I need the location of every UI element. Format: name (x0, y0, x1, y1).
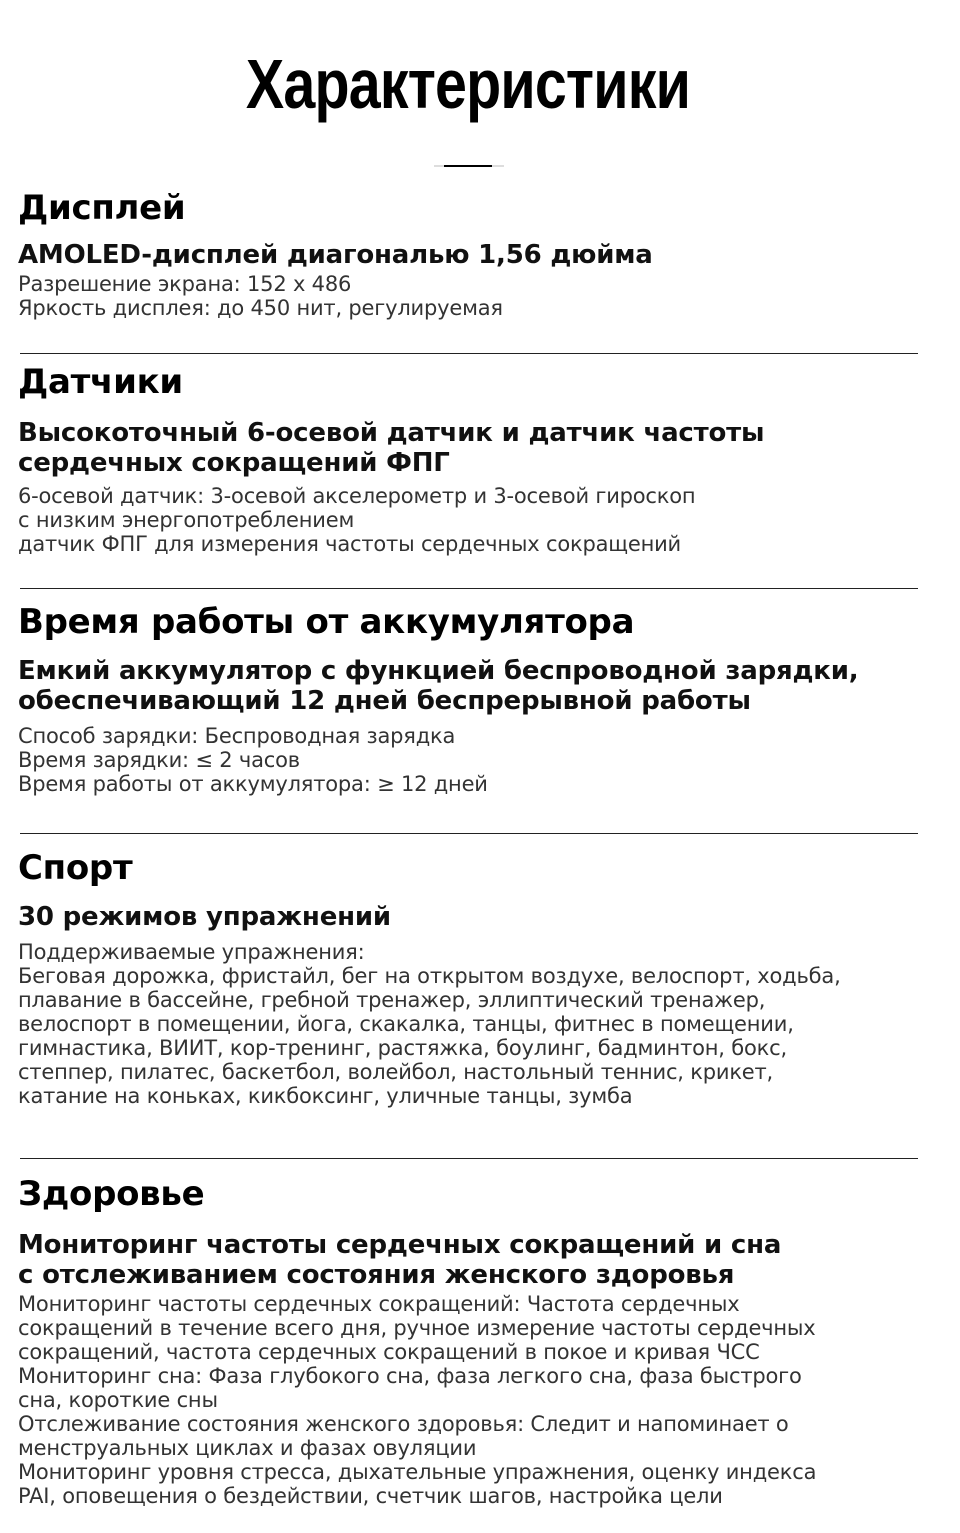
body-line: сна, короткие сны (18, 1388, 218, 1412)
section-battery (18, 602, 918, 796)
body-line: сокращений в течение всего дня, ручное измерение частоты сердечных (18, 1316, 816, 1340)
section-divider (20, 1158, 918, 1159)
body-line: Отслеживание состояния женского здоровья: Следит и напоминает о (18, 1412, 789, 1436)
page-title: Характеристики (245, 45, 691, 123)
section-body (18, 940, 918, 1108)
body-line: велоспорт в помещении, йога, скакалка, танцы, фитнес в помещении, (18, 1012, 794, 1036)
section-body (18, 724, 918, 796)
section-subtitle (18, 418, 918, 478)
subtitle-line: обеспечивающий 12 дней беспрерывной работы (18, 686, 751, 716)
subtitle-line: AMOLED-дисплей диагональю 1,56 дюйма (18, 240, 653, 270)
body-line: Поддерживаемые упражнения: (18, 940, 365, 964)
body-line: менструальных циклах и фазах овуляции (18, 1436, 477, 1460)
body-line: 6-осевой датчик: 3-осевой акселерометр и 3-осевой гироскоп (18, 484, 696, 508)
section-heading: Спорт (18, 848, 133, 888)
subtitle-line: Высокоточный 6-осевой датчик и датчик частоты (18, 418, 765, 448)
section-body (18, 1292, 918, 1508)
section-divider (20, 588, 918, 589)
body-line: Время зарядки: ≤ 2 часов (18, 748, 300, 772)
body-line: Мониторинг сна: Фаза глубокого сна, фаза легкого сна, фаза быстрого (18, 1364, 802, 1388)
body-line: Беговая дорожка, фристайл, бег на открытом воздухе, велоспорт, ходьба, (18, 964, 841, 988)
section-subtitle (18, 240, 918, 270)
body-line: Яркость дисплея: до 450 нит, регулируемая (18, 296, 503, 320)
section-subtitle (18, 656, 918, 716)
section-divider (20, 353, 918, 354)
section-heading: Здоровье (18, 1174, 205, 1214)
section-sport (18, 848, 918, 1108)
section-subtitle (18, 902, 918, 932)
section-health (18, 1174, 918, 1508)
subtitle-line: сердечных сокращений ФПГ (18, 448, 450, 478)
section-body (18, 484, 918, 556)
body-line: плавание в бассейне, гребной тренажер, эллиптический тренажер, (18, 988, 766, 1012)
body-line: с низким энергопотреблением (18, 508, 355, 532)
body-line: гимнастика, ВИИТ, кор-тренинг, растяжка, боулинг, бадминтон, бокс, (18, 1036, 787, 1060)
body-line: датчик ФПГ для измерения частоты сердечных сокращений (18, 532, 681, 556)
section-subtitle (18, 1230, 918, 1290)
section-display (18, 188, 918, 320)
body-line: Время работы от аккумулятора: ≥ 12 дней (18, 772, 488, 796)
body-line: катание на коньках, кикбоксинг, уличные танцы, зумба (18, 1084, 633, 1108)
body-line: сокращений, частота сердечных сокращений в покое и кривая ЧСС (18, 1340, 760, 1364)
body-line: Способ зарядки: Беспроводная зарядка (18, 724, 456, 748)
section-body (18, 272, 918, 320)
section-heading: Датчики (18, 362, 183, 402)
body-line: PAI, оповещения о бездействии, счетчик шагов, настройка цели (18, 1484, 723, 1508)
section-divider (20, 833, 918, 834)
body-line: степпер, пилатес, баскетбол, волейбол, настольный теннис, крикет, (18, 1060, 774, 1084)
section-heading: Дисплей (18, 188, 186, 228)
subtitle-line: с отслеживанием состояния женского здоровья (18, 1260, 735, 1290)
body-line: Мониторинг уровня стресса, дыхательные упражнения, оценку индекса (18, 1460, 817, 1484)
subtitle-line: Емкий аккумулятор с функцией беспроводной зарядки, (18, 656, 859, 686)
title-underline (434, 165, 504, 167)
section-heading: Время работы от аккумулятора (18, 602, 635, 642)
subtitle-line: 30 режимов упражнений (18, 902, 391, 932)
subtitle-line: Мониторинг частоты сердечных сокращений и сна (18, 1230, 782, 1260)
section-sensors (18, 362, 918, 556)
body-line: Разрешение экрана: 152 x 486 (18, 272, 352, 296)
body-line: Мониторинг частоты сердечных сокращений: Частота сердечных (18, 1292, 740, 1316)
